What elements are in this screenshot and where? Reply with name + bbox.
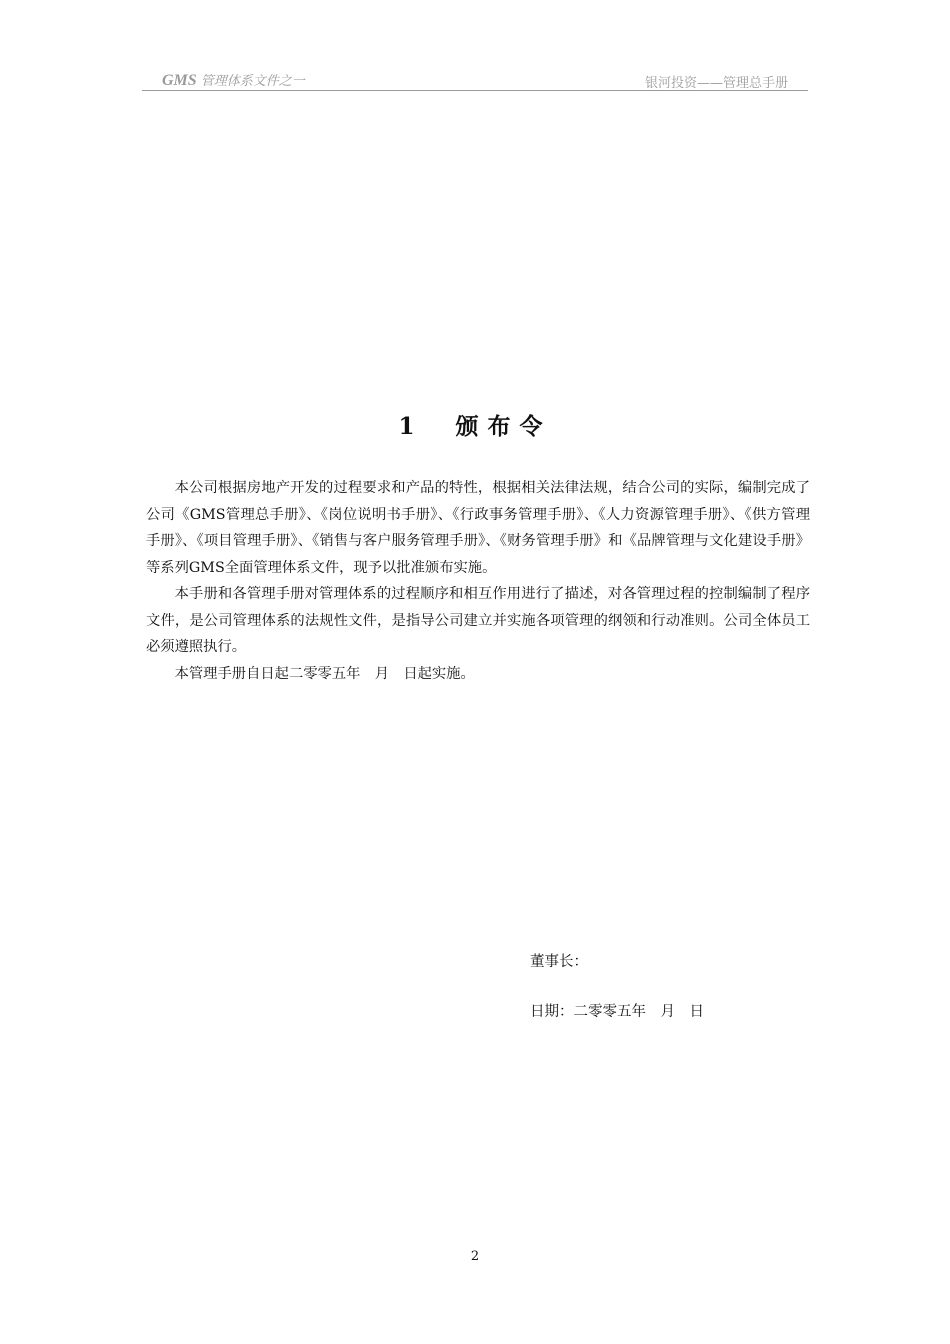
page-header (142, 68, 808, 91)
header-manual-title: 银河投资——管理总手册 (644, 76, 788, 91)
paragraph-2: 本手册和各管理手册对管理体系的过程顺序和相互作用进行了描述，对各管理过程的控制编制了程序文件，是公司管理体系的法规性文件，是指导公司建立并实施各项管理的纲领和行动准则。公司全体员工必须遵照执行。 (146, 586, 810, 655)
proclamation-body (146, 475, 810, 687)
paragraph-3: 本管理手册自日起二零零五年 月 日起实施。 (174, 665, 475, 682)
signature-date: 日期：二零零五年 月 日 (530, 1004, 704, 1020)
chairman-signature-label: 董事长： (530, 954, 588, 970)
header-left (162, 70, 305, 90)
header-doc-series: 管理体系文件之一 (200, 74, 305, 89)
page-number: 2 (470, 1249, 480, 1264)
page-title: 1 颁布令 (398, 413, 552, 440)
paragraph-1: 本公司根据房地产开发的过程要求和产品的特性，根据相关法律法规，结合公司的实际，编制完成了公司《GMS管理总手册》、《岗位说明书手册》、《行政事务管理手册》、《人力资源管理手册》、《供方管理手册》、《项目管理手册》、《销售与客户服务管理手册》、《财务管理手册》和《品牌管理与文化建设手册》等系列GMS全面管理体系文件，现予以批准颁布实施。 (146, 480, 810, 576)
header-brand: GMS (162, 72, 197, 89)
